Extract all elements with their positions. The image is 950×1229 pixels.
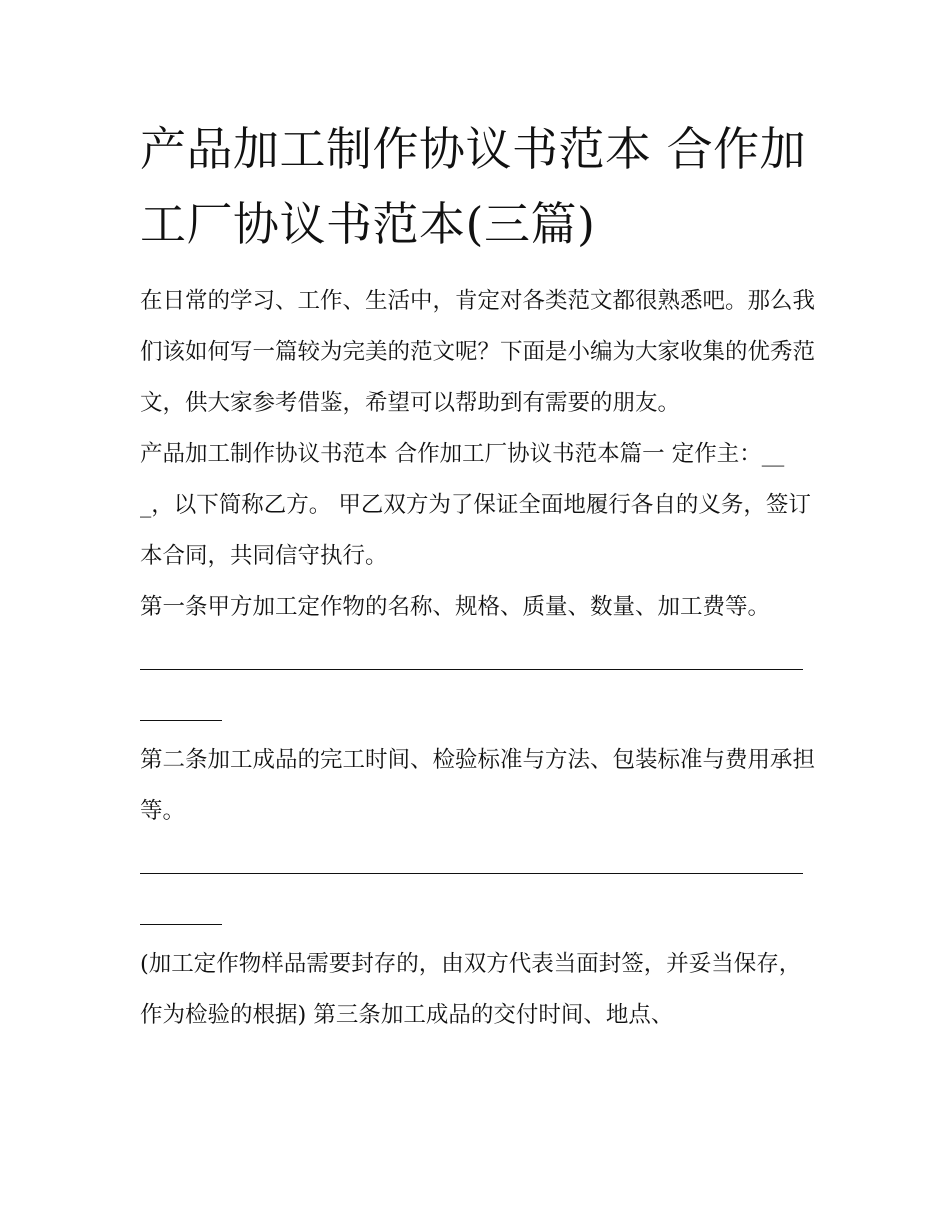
blank-line-full [140, 633, 815, 684]
blank-line-short [140, 684, 222, 735]
contract-opening-paragraph: 产品加工制作协议书范本 合作加工厂协议书范本篇一 定作主：___，以下简称乙方。 甲乙双方为了保证全面地履行各自的义务，签订本合同，共同信守执行。 [140, 441, 811, 569]
fill-in-blank-line [140, 837, 815, 939]
article-one-paragraph: 第一条甲方加工定作物的名称、规格、质量、数量、加工费等。 [140, 594, 771, 620]
document-page [140, 112, 815, 1041]
fill-in-blank-line [140, 633, 815, 735]
blank-line-full [140, 837, 815, 888]
document-title: 产品加工制作协议书范本 合作加工厂协议书范本(三篇) [140, 122, 807, 251]
intro-paragraph: 在日常的学习、工作、生活中，肯定对各类范文都很熟悉吧。那么我们该如何写一篇较为完美的范文呢？下面是小编为大家收集的优秀范文，供大家参考借鉴，希望可以帮助到有需要的朋友。 [140, 288, 816, 416]
sample-sealing-paragraph: (加工定作物样品需要封存的，由双方代表当面封签，并妥当保存，作为检验的根据) 第三条加工成品的交付时间、地点、 [140, 951, 802, 1028]
article-two-paragraph: 第二条加工成品的完工时间、检验标准与方法、包装标准与费用承担等。 [140, 747, 816, 824]
blank-line-short [140, 888, 222, 939]
